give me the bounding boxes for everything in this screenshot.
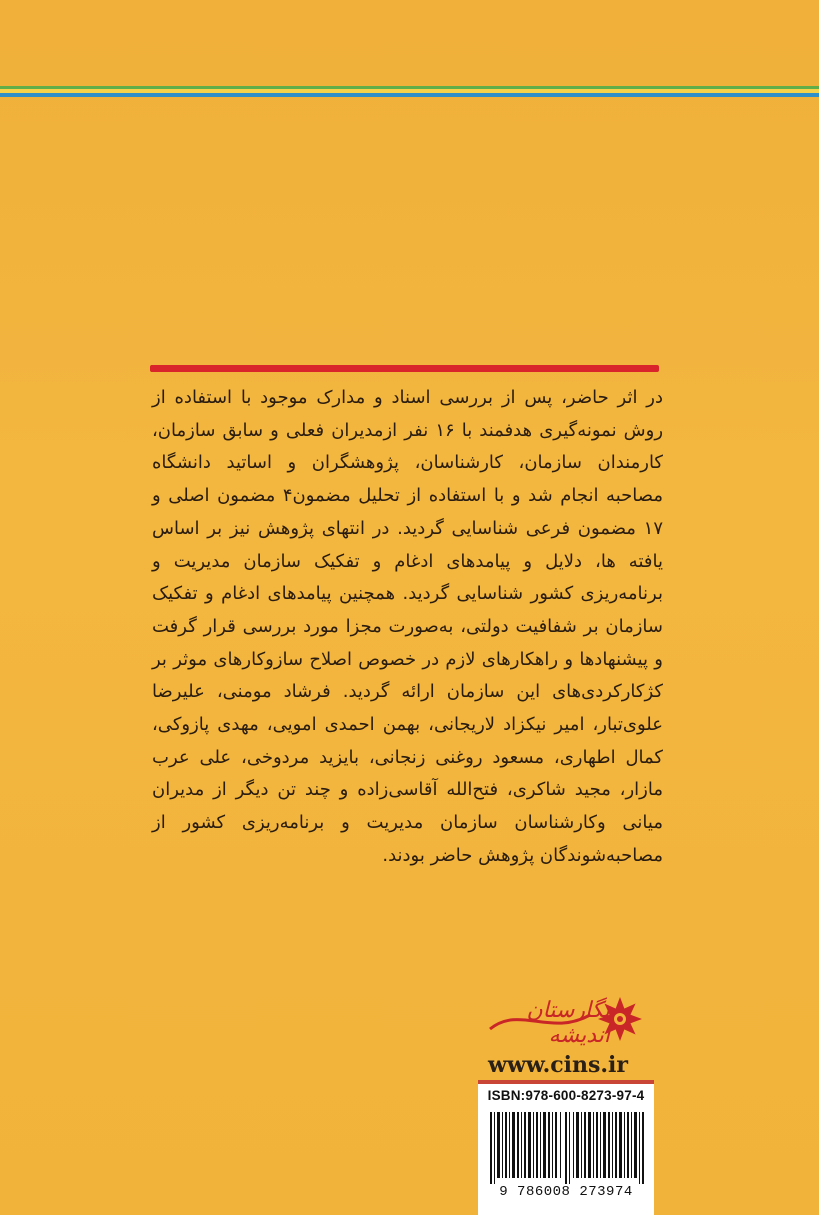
top-blue-stripe (0, 93, 819, 97)
red-divider-rule (150, 365, 659, 372)
publisher-logo-text: نگارستان اندیشه (526, 998, 610, 1048)
back-cover-blurb: در اثر حاضر، پس از بررسی اسناد و مدارک موجود با استفاده از روش نمونه‌گیری هدفمند با ۱۶ نفر ازمدیران فعلی و سابق سازمان، کارمندان سازمان، کارشناسان، پژوهشگران و اساتید دانشگاه مصاحبه انجام شد و با استفاده از تحلیل مضمون۴ مضمون اصلی و ۱۷ مضمون فرعی شناسایی گردید. در انتهای پژوهش نیز بر اساس یافته ها، دلایل و پیامدهای ادغام و تفکیک سازمان مدیریت و برنامه‌ریزی کشور شناسایی گردید. همچنین پیامدهای ادغام و تفکیک سازمان بر شفافیت دولتی، به‌صورت مجزا مورد بررسی قرار گرفت و پیشنهادها و راهکارهای لازم در خصوص اصلاح سازوکارهای موثر بر کژکارکردی‌های این سازمان ارائه گردید. فرشاد مومنی، علیرضا علوی‌تبار، امیر نیکزاد لاریجانی، بهمن احمدی امویی، مهدی پازوکی، کمال اطهاری، مسعود روغنی زنجانی، بایزید مردوخی، علی عرب مازار، مجید شاکری، فتح‌الله آقاسی‌زاده و چند تن دیگر از مدیران میانی وکارشناسان سازمان مدیریت و برنامه‌ریزی کشور از مصاحبه‌شوندگان پژوهش حاضر بودند. (152, 387, 664, 866)
barcode-panel (478, 1080, 654, 1215)
barcode-top-band (478, 1080, 654, 1084)
barcode-number: 9 786008 273974 (499, 1184, 633, 1200)
publisher-website: www.cins.ir (488, 1052, 629, 1078)
barcode-icon (490, 1112, 644, 1184)
isbn-label: ISBN:978-600-8273-97-4 (487, 1088, 645, 1103)
